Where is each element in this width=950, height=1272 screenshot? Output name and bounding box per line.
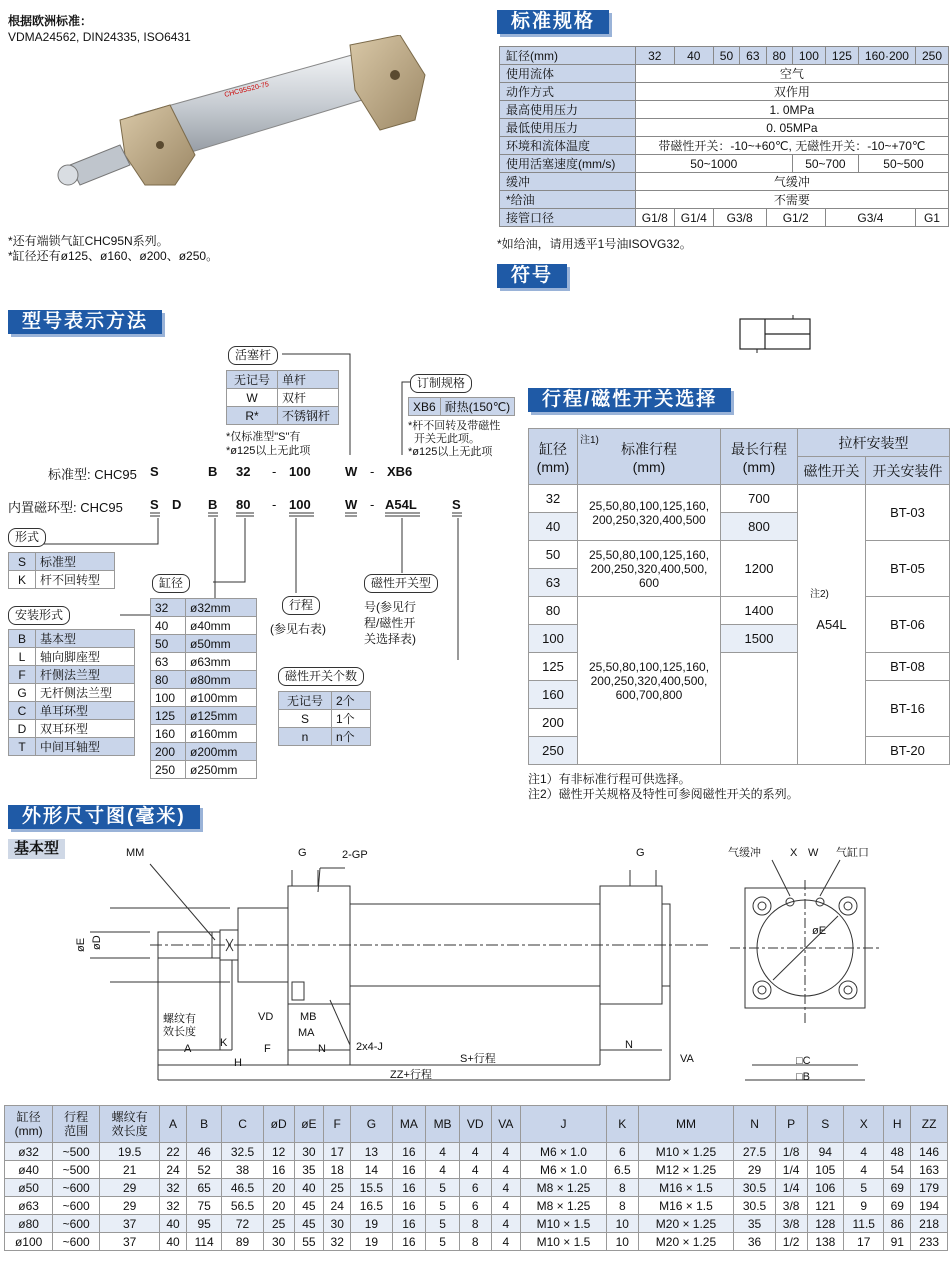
- order-note3: *ø125以上无此项: [408, 446, 493, 458]
- svg-text:H: H: [234, 1057, 242, 1069]
- dim-cell: 10: [606, 1233, 638, 1251]
- dim-cell: 11.5: [844, 1215, 884, 1233]
- order-spec-table: XB6 耐热(150℃): [408, 397, 515, 416]
- dim-header-cell: VA: [491, 1106, 520, 1143]
- dim-header-cell: 缸径 (mm): [5, 1106, 53, 1143]
- svg-text:气缸口: 气缸口: [836, 847, 869, 859]
- mounting-table: B 基本型 L 轴向脚座型 F 杆侧法兰型 G 无杆侧法兰型 C 单耳环型 D 双耳环型 T 中间耳轴型: [8, 629, 135, 756]
- dimension-table: [4, 1105, 948, 1251]
- dim-cell: 19: [351, 1233, 392, 1251]
- dim-cell: 32: [324, 1233, 351, 1251]
- form-table: S 标准型 K 杆不回转型: [8, 552, 115, 589]
- dim-cell: 94: [807, 1143, 844, 1161]
- dim-header-cell: MM: [638, 1106, 734, 1143]
- svg-text:G: G: [298, 847, 307, 859]
- dim-cell: 16: [263, 1161, 294, 1179]
- bore-table: 32 ø32mm 40 ø40mm 50 ø50mm 63 ø63mm 80 ø80mm 100 ø100mm 125 ø125mm 160 ø160mm 200 ø200mm 250 ø250mm: [150, 598, 257, 779]
- rod-note2: *ø125以上无此项: [226, 445, 311, 457]
- symbol-title: 符号: [497, 264, 567, 288]
- dim-cell: 24: [324, 1197, 351, 1215]
- dim-cell: 30: [263, 1233, 294, 1251]
- dim-cell: 5: [426, 1197, 460, 1215]
- svg-text:VD: VD: [258, 1011, 274, 1023]
- svg-text:A: A: [184, 1043, 192, 1055]
- rod-note1: *仅标准型"S"有: [226, 431, 301, 443]
- dim-cell: 106: [807, 1179, 844, 1197]
- dim-header-cell: øD: [263, 1106, 294, 1143]
- spec-title: 标准规格: [497, 10, 609, 34]
- dim-cell: 12: [263, 1143, 294, 1161]
- dim-header-cell: S: [807, 1106, 844, 1143]
- dim-cell: 55: [294, 1233, 324, 1251]
- stroke-note: (参见右表): [270, 622, 326, 636]
- dim-table-row: [5, 1161, 948, 1179]
- svg-text:F: F: [264, 1043, 271, 1055]
- dim-cell: 6.5: [606, 1161, 638, 1179]
- dim-cell: 40: [160, 1215, 187, 1233]
- spec-bore-label: 缸径(mm): [500, 47, 636, 65]
- svg-text:螺纹有效长度: 螺纹有效长度: [163, 1013, 196, 1038]
- svg-text:ZZ+行程: ZZ+行程: [390, 1069, 432, 1081]
- dim-cell: 13: [351, 1143, 392, 1161]
- magnetic-type-label: 内置磁环型: CHC95: [8, 500, 123, 515]
- dim-cell: 91: [884, 1233, 911, 1251]
- dim-cell: 30.5: [734, 1179, 775, 1197]
- dim-cell: M20 × 1.25: [638, 1215, 734, 1233]
- dim-cell: ø32: [5, 1143, 53, 1161]
- dim-cell: 194: [911, 1197, 948, 1215]
- standard-type-label: 标准型: CHC95: [48, 467, 137, 482]
- dim-cell: M12 × 1.25: [638, 1161, 734, 1179]
- standard-line1: 根据欧洲标准：: [8, 14, 93, 28]
- dim-cell: 4: [491, 1143, 520, 1161]
- dim-header-cell: P: [775, 1106, 807, 1143]
- dim-cell: M8 × 1.25: [521, 1179, 607, 1197]
- dim-cell: M16 × 1.5: [638, 1179, 734, 1197]
- dim-cell: 29: [734, 1161, 775, 1179]
- selection-title: 行程/磁性开关选择: [528, 388, 731, 412]
- dim-cell: 15.5: [351, 1179, 392, 1197]
- dim-header-cell: B: [186, 1106, 221, 1143]
- dim-cell: 6: [459, 1197, 491, 1215]
- dim-cell: 48: [884, 1143, 911, 1161]
- dim-cell: 1/4: [775, 1179, 807, 1197]
- svg-text:S+行程: S+行程: [460, 1053, 496, 1065]
- dim-cell: 86: [884, 1215, 911, 1233]
- intro-note1: *还有端锁气缸CHC95N系列。: [8, 234, 169, 248]
- dim-cell: 114: [186, 1233, 221, 1251]
- dim-cell: 5: [426, 1233, 460, 1251]
- dim-cell: 32.5: [222, 1143, 263, 1161]
- selection-note2: 注2）磁性开关规格及特性可参阅磁性开关的系列。: [528, 787, 799, 801]
- dim-cell: 19: [351, 1215, 392, 1233]
- intro-note2: *缸径还有ø125、ø160、ø200、ø250。: [8, 249, 219, 263]
- dim-cell: 9: [844, 1197, 884, 1215]
- cylinder-photo: [50, 35, 450, 210]
- svg-text:MB: MB: [300, 1011, 317, 1023]
- dim-header-cell: MB: [426, 1106, 460, 1143]
- dim-cell: 22: [160, 1143, 187, 1161]
- dim-cell: 40: [294, 1179, 324, 1197]
- dim-cell: 121: [807, 1197, 844, 1215]
- svg-text:VA: VA: [680, 1053, 694, 1065]
- dim-table-row: [5, 1179, 948, 1197]
- switch-count-tag: 磁性开关个数: [278, 667, 364, 686]
- dim-header-cell: 螺纹有 效长度: [100, 1106, 160, 1143]
- dim-header-cell: A: [160, 1106, 187, 1143]
- dim-header-cell: X: [844, 1106, 884, 1143]
- dim-cell: M10 × 1.5: [521, 1233, 607, 1251]
- dim-cell: M10 × 1.25: [638, 1143, 734, 1161]
- dim-cell: 5: [844, 1179, 884, 1197]
- dim-cell: ~500: [53, 1143, 100, 1161]
- dim-cell: 46: [186, 1143, 221, 1161]
- dim-cell: ~600: [53, 1179, 100, 1197]
- dim-cell: 5: [426, 1215, 460, 1233]
- dims-title: 外形尺寸图(毫米): [8, 805, 200, 829]
- dim-cell: 3/8: [775, 1197, 807, 1215]
- dim-header-cell: F: [324, 1106, 351, 1143]
- dim-cell: 20: [263, 1197, 294, 1215]
- svg-text:N: N: [625, 1039, 633, 1051]
- dimension-drawing: [0, 840, 950, 1090]
- dim-cell: 105: [807, 1161, 844, 1179]
- dim-cell: 17: [324, 1143, 351, 1161]
- code-underlines: [0, 512, 480, 518]
- dim-cell: 16.5: [351, 1197, 392, 1215]
- dim-cell: 4: [844, 1161, 884, 1179]
- dim-cell: 16: [392, 1215, 426, 1233]
- cylinder-symbol: [735, 315, 815, 355]
- dim-cell: 24: [160, 1161, 187, 1179]
- dim-cell: 32: [160, 1197, 187, 1215]
- svg-text:□C: □C: [796, 1055, 811, 1067]
- dim-header-cell: K: [606, 1106, 638, 1143]
- dim-cell: M6 × 1.0: [521, 1143, 607, 1161]
- dim-cell: 218: [911, 1215, 948, 1233]
- dim-header-cell: C: [222, 1106, 263, 1143]
- dim-cell: M6 × 1.0: [521, 1161, 607, 1179]
- dim-cell: 45: [294, 1197, 324, 1215]
- dim-cell: ø50: [5, 1179, 53, 1197]
- dim-cell: ø63: [5, 1197, 53, 1215]
- dim-cell: 35: [734, 1215, 775, 1233]
- svg-text:K: K: [220, 1037, 228, 1049]
- dim-cell: 16: [392, 1179, 426, 1197]
- dim-cell: 17: [844, 1233, 884, 1251]
- dim-cell: 30: [294, 1143, 324, 1161]
- dim-cell: 1/4: [775, 1161, 807, 1179]
- svg-text:MA: MA: [298, 1027, 315, 1039]
- dim-cell: 10: [606, 1215, 638, 1233]
- dim-cell: 16: [392, 1197, 426, 1215]
- cylinder-label: CHC95S20-75: [223, 81, 270, 99]
- order-note2: 开关无此项。: [414, 433, 480, 445]
- dim-cell: 38: [222, 1161, 263, 1179]
- stroke-tag: 行程: [282, 596, 320, 615]
- dim-cell: 5: [426, 1179, 460, 1197]
- spec-table: 缸径(mm) 32 40 50 63 80 100 125 160·200 250 使用流体 空气 动作方式 双作用 最高使用压力 1. 0MPa 最低使用压力 0. 05MPa 环境和流体温度 带磁性开关：-10~+60℃, 无磁性开关：-10~+70℃ 使用活塞速度(mm/s) 50~1000 50~700 50~500 缓冲 气缓冲 *给油 不需要 接管口径 G1/8 G1/4 G3/8 G1/2 G3/4 G1: [499, 46, 949, 227]
- standard-line2: VDMA24562, DIN24335, ISO6431: [8, 30, 191, 44]
- dim-cell: 4: [426, 1161, 460, 1179]
- svg-text:□B: □B: [796, 1071, 810, 1083]
- dim-cell: M20 × 1.25: [638, 1233, 734, 1251]
- dim-cell: 75: [186, 1197, 221, 1215]
- dim-cell: 4: [459, 1143, 491, 1161]
- dim-header-cell: VD: [459, 1106, 491, 1143]
- dim-cell: 46.5: [222, 1179, 263, 1197]
- dim-cell: 163: [911, 1161, 948, 1179]
- dim-cell: 4: [491, 1215, 520, 1233]
- dim-cell: M8 × 1.25: [521, 1197, 607, 1215]
- dim-cell: 69: [884, 1179, 911, 1197]
- dim-cell: 25: [263, 1215, 294, 1233]
- dim-cell: ~600: [53, 1197, 100, 1215]
- dim-cell: 29: [100, 1179, 160, 1197]
- dim-cell: 20: [263, 1179, 294, 1197]
- dim-cell: 52: [186, 1161, 221, 1179]
- switch-type-tag: 磁性开关型: [364, 574, 438, 593]
- dim-cell: 72: [222, 1215, 263, 1233]
- dim-header-cell: 行程 范围: [53, 1106, 100, 1143]
- dim-cell: 32: [160, 1179, 187, 1197]
- dim-cell: ~600: [53, 1233, 100, 1251]
- model-title: 型号表示方法: [8, 310, 162, 334]
- svg-text:2x4-J: 2x4-J: [356, 1041, 383, 1053]
- dim-cell: 30: [324, 1215, 351, 1233]
- dim-cell: 233: [911, 1233, 948, 1251]
- dim-cell: 4: [491, 1233, 520, 1251]
- dim-cell: ø80: [5, 1215, 53, 1233]
- svg-text:W: W: [808, 847, 819, 859]
- dim-cell: 4: [459, 1161, 491, 1179]
- dim-cell: 56.5: [222, 1197, 263, 1215]
- dim-cell: 19.5: [100, 1143, 160, 1161]
- dim-cell: 40: [160, 1233, 187, 1251]
- order-spec-tag: 订制规格: [410, 374, 472, 393]
- dim-cell: ~600: [53, 1215, 100, 1233]
- dim-cell: ~500: [53, 1161, 100, 1179]
- dim-cell: 4: [844, 1143, 884, 1161]
- dim-cell: 4: [491, 1179, 520, 1197]
- dim-cell: 14: [351, 1161, 392, 1179]
- dim-cell: 95: [186, 1215, 221, 1233]
- selection-table: 缸径 (mm) 注1) 标准行程 (mm) 最长行程 (mm) 拉杆安装型 磁性开关 开关安装件 32 25,50,80,100,125,160, 200,250,320,400,500 700 注2) A54L BT-03 40 800 50 25,50,80,100,125,160, 200,250,320,400,500, 600 1200 BT-05 63 80 25,50,80,100,125,160, 200,250,320,400,500, 600,700,800 1400 BT-06 100 1500 125 BT-08 160 BT-16 200 250 BT-20: [528, 428, 950, 765]
- svg-text:øD: øD: [91, 935, 103, 950]
- svg-text:MM: MM: [126, 847, 145, 859]
- dim-cell: 89: [222, 1233, 263, 1251]
- svg-text:2-GP: 2-GP: [342, 849, 368, 861]
- dim-cell: 4: [426, 1143, 460, 1161]
- svg-text:G: G: [636, 847, 645, 859]
- dim-cell: 4: [491, 1161, 520, 1179]
- dim-cell: 138: [807, 1233, 844, 1251]
- dim-header-cell: G: [351, 1106, 392, 1143]
- dim-cell: 69: [884, 1197, 911, 1215]
- dim-cell: ø40: [5, 1161, 53, 1179]
- dim-cell: 6: [459, 1179, 491, 1197]
- svg-text:气缓冲: 气缓冲: [728, 847, 761, 859]
- dim-cell: 16: [392, 1161, 426, 1179]
- dim-header-cell: N: [734, 1106, 775, 1143]
- switch-count-table: 无记号 2个 S 1个 n n个: [278, 691, 371, 746]
- dim-cell: 4: [491, 1197, 520, 1215]
- dim-cell: 30.5: [734, 1197, 775, 1215]
- dim-cell: 8: [459, 1215, 491, 1233]
- dim-cell: 146: [911, 1143, 948, 1161]
- dim-cell: 8: [606, 1179, 638, 1197]
- mounting-tag: 安装形式: [8, 606, 70, 625]
- dim-cell: 27.5: [734, 1143, 775, 1161]
- dim-header-cell: H: [884, 1106, 911, 1143]
- dim-cell: 29: [100, 1197, 160, 1215]
- piston-rod-table: 无记号 单杆 W 双杆 R* 不锈钢杆: [226, 370, 339, 425]
- dim-table-row: [5, 1143, 948, 1161]
- dim-cell: M16 × 1.5: [638, 1197, 734, 1215]
- dim-cell: 6: [606, 1143, 638, 1161]
- dim-cell: 1/2: [775, 1233, 807, 1251]
- dim-cell: 1/8: [775, 1143, 807, 1161]
- svg-text:øE: øE: [75, 937, 87, 952]
- order-note1: *杆不回转及带磁性: [408, 420, 501, 432]
- dim-table-row: [5, 1233, 948, 1251]
- dim-cell: 36: [734, 1233, 775, 1251]
- piston-rod-tag: 活塞杆: [228, 346, 278, 365]
- dims-subtitle: 基本型: [8, 839, 65, 859]
- form-tag: 形式: [8, 528, 46, 547]
- dim-header-cell: MA: [392, 1106, 426, 1143]
- svg-text:øE: øE: [812, 925, 827, 937]
- dim-cell: ø100: [5, 1233, 53, 1251]
- spec-footnote: *如给油，请用透平1号油ISOVG32。: [497, 237, 692, 251]
- svg-text:N: N: [318, 1043, 326, 1055]
- dim-cell: 179: [911, 1179, 948, 1197]
- dim-header-cell: ZZ: [911, 1106, 948, 1143]
- dim-cell: 37: [100, 1233, 160, 1251]
- dim-cell: 16: [392, 1143, 426, 1161]
- dim-cell: 54: [884, 1161, 911, 1179]
- dim-cell: 37: [100, 1215, 160, 1233]
- dim-table-row: [5, 1215, 948, 1233]
- dim-table-row: [5, 1197, 948, 1215]
- dim-cell: 8: [606, 1197, 638, 1215]
- dim-header-cell: J: [521, 1106, 607, 1143]
- dim-header-cell: øE: [294, 1106, 324, 1143]
- dim-cell: 35: [294, 1161, 324, 1179]
- dim-cell: 8: [459, 1233, 491, 1251]
- dim-cell: 3/8: [775, 1215, 807, 1233]
- dim-cell: 128: [807, 1215, 844, 1233]
- dim-cell: 45: [294, 1215, 324, 1233]
- bore-tag: 缸径: [152, 574, 190, 593]
- dim-cell: M10 × 1.5: [521, 1215, 607, 1233]
- dim-cell: 25: [324, 1179, 351, 1197]
- svg-text:X: X: [790, 847, 798, 859]
- dim-cell: 16: [392, 1233, 426, 1251]
- dim-cell: 18: [324, 1161, 351, 1179]
- dim-cell: 21: [100, 1161, 160, 1179]
- dim-cell: 65: [186, 1179, 221, 1197]
- selection-note1: 注1）有非标准行程可供选择。: [528, 772, 691, 786]
